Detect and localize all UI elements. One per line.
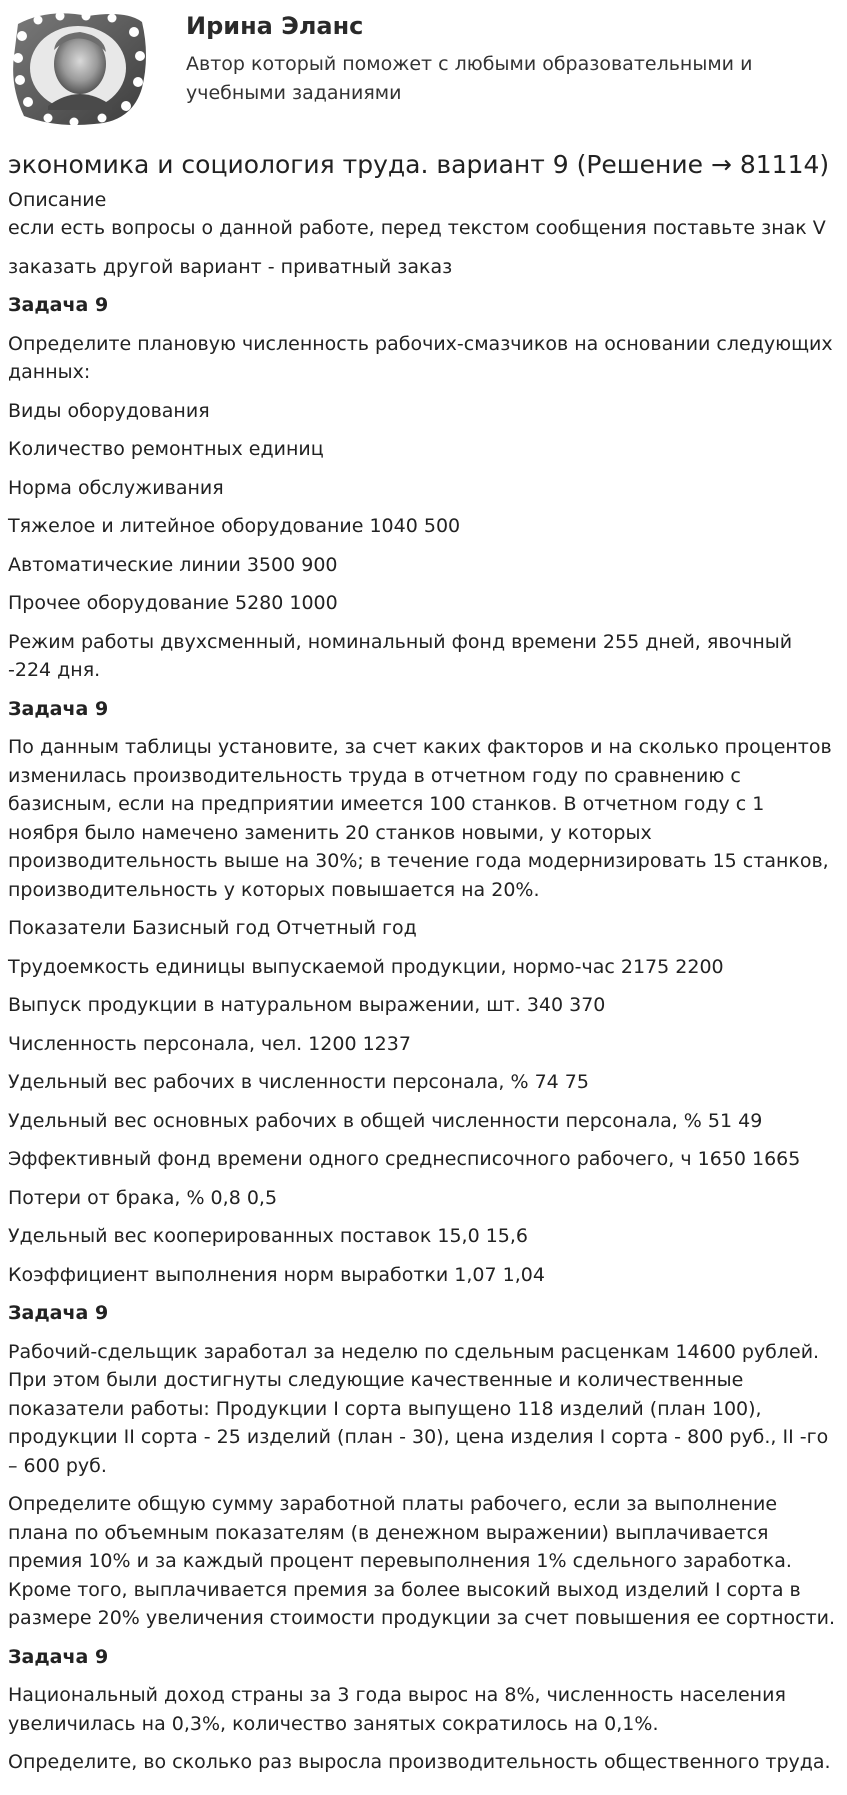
description-paragraph: Определите плановую численность рабочих-смазчиков на основании следующих данных: (8, 332, 833, 383)
description-paragraph: Виды оборудования (8, 399, 210, 422)
task-heading: Задача 9 (8, 1302, 109, 1324)
description-paragraph: Национальный доход страны за 3 года вырос на 8%, численность населения увеличилась на 0,3%, количество занятых сократилось на 0,1%. (8, 1684, 786, 1735)
description-paragraph: Автоматические линии 3500 900 (8, 553, 338, 576)
task-heading: Задача 9 (8, 697, 109, 720)
description-paragraph: Определите, во сколько раз выросла производительность общественного труда. (8, 1751, 831, 1773)
author-header (0, 0, 847, 135)
description-label: Описание (8, 189, 107, 211)
description-body (8, 214, 840, 1777)
description-paragraph: Режим работы двухсменный, номинальный фонд времени 255 дней, явочный -224 дня. (8, 630, 793, 681)
description-paragraph: По данным таблицы установите, за счет каких факторов и на сколько процентов изменилась производительность труда в отчетном году по сравнению с базисным, если на предприятии имеется 100 станков. В отчетном году с 1 ноября было намечено заменить 20 станков новыми, у которых производительность выше на 30%; в течение года модернизировать 15 станков, производительность у которых повышается на 20%. (8, 736, 832, 901)
description-paragraph: Удельный вес кооперированных поставок 15,0 15,6 (8, 1225, 529, 1247)
page-title: экономика и социология труда. вариант 9 (Решение → 81114) (8, 150, 830, 179)
description-paragraph: Тяжелое и литейное оборудование 1040 500 (8, 515, 461, 537)
description-paragraph: Прочее оборудование 5280 1000 (8, 592, 338, 614)
description-paragraph: Норма обслуживания (8, 476, 224, 499)
description-paragraph: Трудоемкость единицы выпускаемой продукции, нормо-час 2175 2200 (8, 955, 724, 978)
description-paragraph: Определите общую сумму заработной платы рабочего, если за выполнение плана по объемным показателям (в денежном выражении) выплачивается премия 10% и за каждый процент перевыполнения 1% сдельного заработка. Кроме того, выплачивается премия за более высокий выход изделий I сорта в размере 20% увеличения стоимости продукции за счет повышения ее сортности. (8, 1493, 836, 1629)
description-paragraph: Выпуск продукции в натуральном выражении, шт. 340 370 (8, 994, 606, 1016)
description-paragraph: Коэффициент выполнения норм выработки 1,07 1,04 (8, 1263, 545, 1286)
description-paragraph: Показатели Базисный год Отчетный год (8, 917, 417, 939)
description-paragraph: Рабочий-сдельщик заработал за неделю по сдельным расценкам 14600 рублей. При этом были достигнуты следующие качественные и количественные показатели работы: Продукции I сорта выпущено 118 изделий (план 100), продукции II сорта - 25 изделий (план - 30), цена изделия I сорта - 800 руб., II -го – 600 руб. (8, 1340, 829, 1477)
description-paragraph: Потери от брака, % 0,8 0,5 (8, 1186, 278, 1209)
description-paragraph: если есть вопросы о данной работе, перед текстом сообщения поставьте знак V (8, 217, 826, 239)
description-paragraph: Удельный вес рабочих в численности персонала, % 74 75 (8, 1071, 589, 1093)
description-paragraph: заказать другой вариант - приватный заказ (8, 255, 453, 278)
task-heading: Задача 9 (8, 294, 109, 316)
description-paragraph: Количество ремонтных единиц (8, 438, 324, 460)
film-strip-avatar-icon[interactable] (8, 6, 150, 128)
main-content (8, 140, 840, 1787)
task-heading: Задача 9 (8, 1645, 109, 1668)
author-name[interactable]: Ирина Эланс (186, 12, 364, 40)
description-paragraph: Эффективный фонд времени одного среднесписочного рабочего, ч 1650 1665 (8, 1148, 801, 1170)
description-paragraph: Удельный вес основных рабочих в общей численности персонала, % 51 49 (8, 1109, 763, 1132)
author-description: Автор который поможет с любыми образовательными и учебными заданиями (186, 53, 753, 104)
description-paragraph: Численность персонала, чел. 1200 1237 (8, 1032, 411, 1055)
